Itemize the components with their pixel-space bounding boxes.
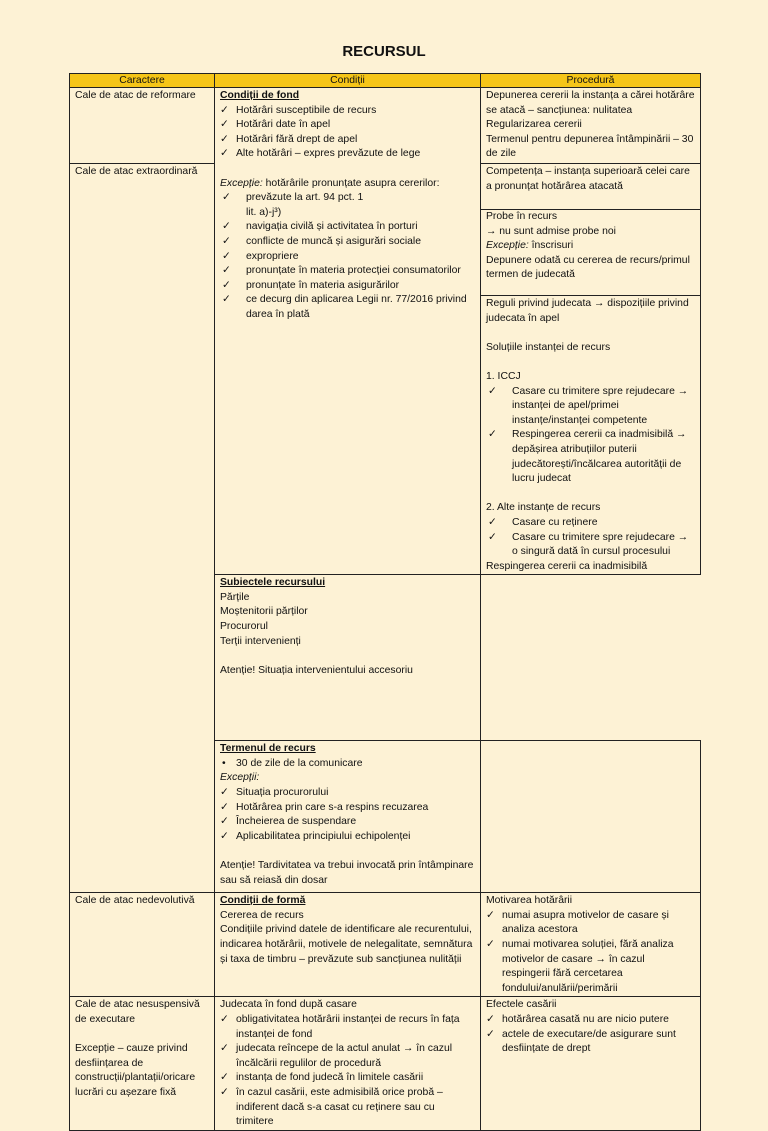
subiecte-line: Părțile bbox=[220, 591, 250, 603]
fond-exc-item: ✓ pronunțate în materia protecției consumatorilor bbox=[220, 264, 475, 279]
cell-motivare bbox=[481, 893, 701, 997]
casare-item: ✓ judecata reîncepe de la actul anulat → în cazul încălcării regulilor de procedură bbox=[220, 1042, 475, 1071]
cell-depunere bbox=[481, 88, 701, 164]
proc-probe bbox=[486, 210, 695, 295]
motivare-item: ✓ numai motivarea soluției, fără analiza motivelor de casare → în cazul respingerii fără cercetarea fondului/anulării/perimării bbox=[486, 938, 695, 996]
recurs-table bbox=[69, 73, 701, 1131]
subiecte-note: Atenție! Situația intervenientului accesoriu bbox=[220, 664, 413, 676]
fond-exc-item: ✓ prevăzute la art. 94 pct. 1 bbox=[220, 191, 475, 206]
cell-conditii-fond bbox=[215, 88, 481, 575]
respingere-line: Respingerea cererii ca inadmisibilă bbox=[486, 560, 648, 572]
row-nedevolutiva bbox=[70, 893, 701, 997]
fond-exc-text: hotărârile pronunțate asupra cererilor: bbox=[262, 177, 440, 189]
page-title: RECURSUL bbox=[342, 43, 426, 60]
header-conditii: Condiții bbox=[215, 74, 481, 88]
termen-bullet: • 30 de zile de la comunicare bbox=[220, 757, 475, 772]
probe-exc-label: Excepție: bbox=[486, 240, 529, 252]
fond-exc-item: ✓ ce decurg din aplicarea Legii nr. 77/2016 privind darea în plată bbox=[220, 293, 475, 322]
proc-reguli bbox=[486, 296, 695, 574]
alte-list bbox=[486, 516, 695, 560]
efecte-item: ✓ hotărârea casată nu are nicio putere bbox=[486, 1013, 695, 1028]
cell-conditii-forma bbox=[215, 893, 481, 997]
iccj-item: ✓ Respingerea cererii ca inadmisibilă → depășirea atribuțiilor puterii judecătorești/încălcarea autorității de lucru judecat bbox=[486, 428, 695, 486]
termen-item: ✓ Încheierea de suspendare bbox=[220, 815, 475, 830]
casare-item: ✓ obligativitatea hotărârii instanței de recurs în fața instanței de fond bbox=[220, 1013, 475, 1042]
fond-item: ✓ Hotărâri susceptibile de recurs bbox=[220, 104, 475, 119]
header-caractere: Caractere bbox=[70, 74, 215, 88]
termen-exc-label: Excepții: bbox=[220, 772, 260, 784]
nesuspensiva-exception: Excepție – cauze privind desființarea de construcții/plantații/oricare lucrări cu așezare fixă bbox=[75, 1043, 196, 1098]
proc-line: Depunerea cererii la instanța a cărei hotărâre se atacă – sancțiunea: nulitatea bbox=[486, 90, 695, 116]
motivare-title: Motivarea hotărârii bbox=[486, 895, 573, 907]
efecte-list bbox=[486, 1013, 695, 1057]
subiecte-heading: Subiectele recursului bbox=[220, 577, 326, 589]
motivare-item: ✓ numai asupra motivelor de casare și analiza acestora bbox=[486, 909, 695, 938]
fond-heading: Condiții de fond bbox=[220, 90, 300, 101]
termen-item: ✓ Aplicabilitatea principiului echipolenței bbox=[220, 830, 475, 845]
forma-line: Cererea de recurs bbox=[220, 909, 304, 921]
solutii-title: Soluțiile instanței de recurs bbox=[486, 341, 611, 353]
cell-empty bbox=[481, 741, 701, 893]
proc-line: Termenul pentru depunerea întâmpinării – 30 de zile bbox=[486, 133, 694, 160]
cell-nedevolutiva: Cale de atac nedevolutivă bbox=[70, 893, 215, 997]
casare-item: ✓ instanța de fond judecă în limitele casării bbox=[220, 1071, 475, 1086]
cell-subiecte bbox=[215, 575, 481, 741]
fond-item: ✓ Hotărâri date în apel bbox=[220, 118, 475, 133]
fond-list bbox=[220, 104, 475, 162]
fond-item: ✓ Hotărâri fără drept de apel bbox=[220, 133, 475, 148]
probe-exc-text: înscrisuri bbox=[528, 240, 574, 252]
cell-termen bbox=[215, 741, 481, 893]
casare-heading: Judecata în fond după casare bbox=[220, 999, 357, 1011]
fond-exc-label: Excepție: bbox=[220, 177, 263, 189]
alte-item: ✓ Casare cu reținere bbox=[486, 516, 695, 531]
alte-title: 2. Alte instanțe de recurs bbox=[486, 502, 601, 514]
cell-fond-casare bbox=[215, 997, 481, 1130]
probe-line: → nu sunt admise probe noi bbox=[486, 225, 616, 237]
probe-exception bbox=[486, 239, 695, 254]
proc-line: Regularizarea cererii bbox=[486, 119, 582, 131]
fond-exc-item: ✓ expropriere bbox=[220, 250, 475, 265]
fond-item: ✓ Alte hotărâri – expres prevăzute de lege bbox=[220, 147, 475, 162]
termen-item: ✓ Situația procurorului bbox=[220, 786, 475, 801]
cell-competenta-probe bbox=[481, 164, 701, 575]
subiecte-line: Procurorul bbox=[220, 621, 268, 633]
cell-reformare: Cale de atac de reformare bbox=[70, 88, 215, 164]
cell-nesuspensiva bbox=[70, 997, 215, 1130]
subiecte-line: Terții intervenienți bbox=[220, 635, 301, 647]
casare-item: ✓ în cazul casării, este admisibilă orice probă – indiferent dacă s-a casat cu reținere sau cu trimitere bbox=[220, 1086, 475, 1130]
termen-item: ✓ Hotărârea prin care s-a respins recuzarea bbox=[220, 801, 475, 816]
termen-bullets bbox=[220, 757, 475, 772]
fond-exc-item: ✓ navigația civilă și activitatea în porturi bbox=[220, 220, 475, 235]
header-row bbox=[70, 74, 701, 88]
efecte-title: Efectele casării bbox=[486, 999, 557, 1011]
forma-heading: Condiții de formă bbox=[220, 895, 306, 907]
casare-list bbox=[220, 1013, 475, 1130]
cell-efecte bbox=[481, 997, 701, 1130]
fond-exc-list bbox=[220, 191, 475, 322]
motivare-list bbox=[486, 909, 695, 997]
iccj-item: ✓ Casare cu trimitere spre rejudecare → instanței de apel/primei instanțe/instanței competente bbox=[486, 385, 695, 429]
probe-title: Probe în recurs bbox=[486, 211, 558, 222]
header-procedura: Procedură bbox=[481, 74, 701, 88]
nesuspensiva-text: Cale de atac nesuspensivă de executare bbox=[75, 999, 200, 1026]
termen-heading: Termenul de recurs bbox=[220, 743, 316, 755]
cell-extraordinara: Cale de atac extraordinară bbox=[70, 164, 215, 893]
proc-competenta: Competența – instanța superioară celei care a pronunțat hotărârea atacată bbox=[486, 166, 690, 192]
iccj-title: 1. ICCJ bbox=[486, 370, 521, 382]
subiecte-line: Moștenitorii părților bbox=[220, 606, 308, 618]
iccj-list bbox=[486, 385, 695, 487]
termen-note: Atenție! Tardivitatea va trebui invocată prin întâmpinare sau să reiasă din dosar bbox=[220, 860, 474, 886]
row-reformare bbox=[70, 88, 701, 164]
efecte-item: ✓ actele de executare/de asigurare sunt desființate de drept bbox=[486, 1028, 695, 1057]
fond-exception bbox=[220, 177, 475, 192]
probe-last: Depunere odată cu cererea de recurs/primul termen de judecată bbox=[486, 254, 690, 281]
fond-exc-item-cont: lit. a)-j³) bbox=[246, 206, 282, 218]
forma-line: Condițiile privind datele de identificare ale recurentului, indicarea hotărârii, motivele de nelegalitate, semnătura și taxa de timbru – prevăzute sub sancțiunea nulității bbox=[220, 924, 473, 965]
fond-exc-item: ✓ pronunțate în materia asigurărilor bbox=[220, 279, 475, 294]
row-nesuspensiva bbox=[70, 997, 701, 1130]
fond-exc-item: ✓ conflicte de muncă și asigurări sociale bbox=[220, 235, 475, 250]
alte-item: ✓ Casare cu trimitere spre rejudecare → o singură dată în cursul procesului bbox=[486, 531, 695, 560]
reguli-line: Reguli privind judecata → dispozițiile privind judecata în apel bbox=[486, 298, 689, 324]
termen-list bbox=[220, 786, 475, 844]
